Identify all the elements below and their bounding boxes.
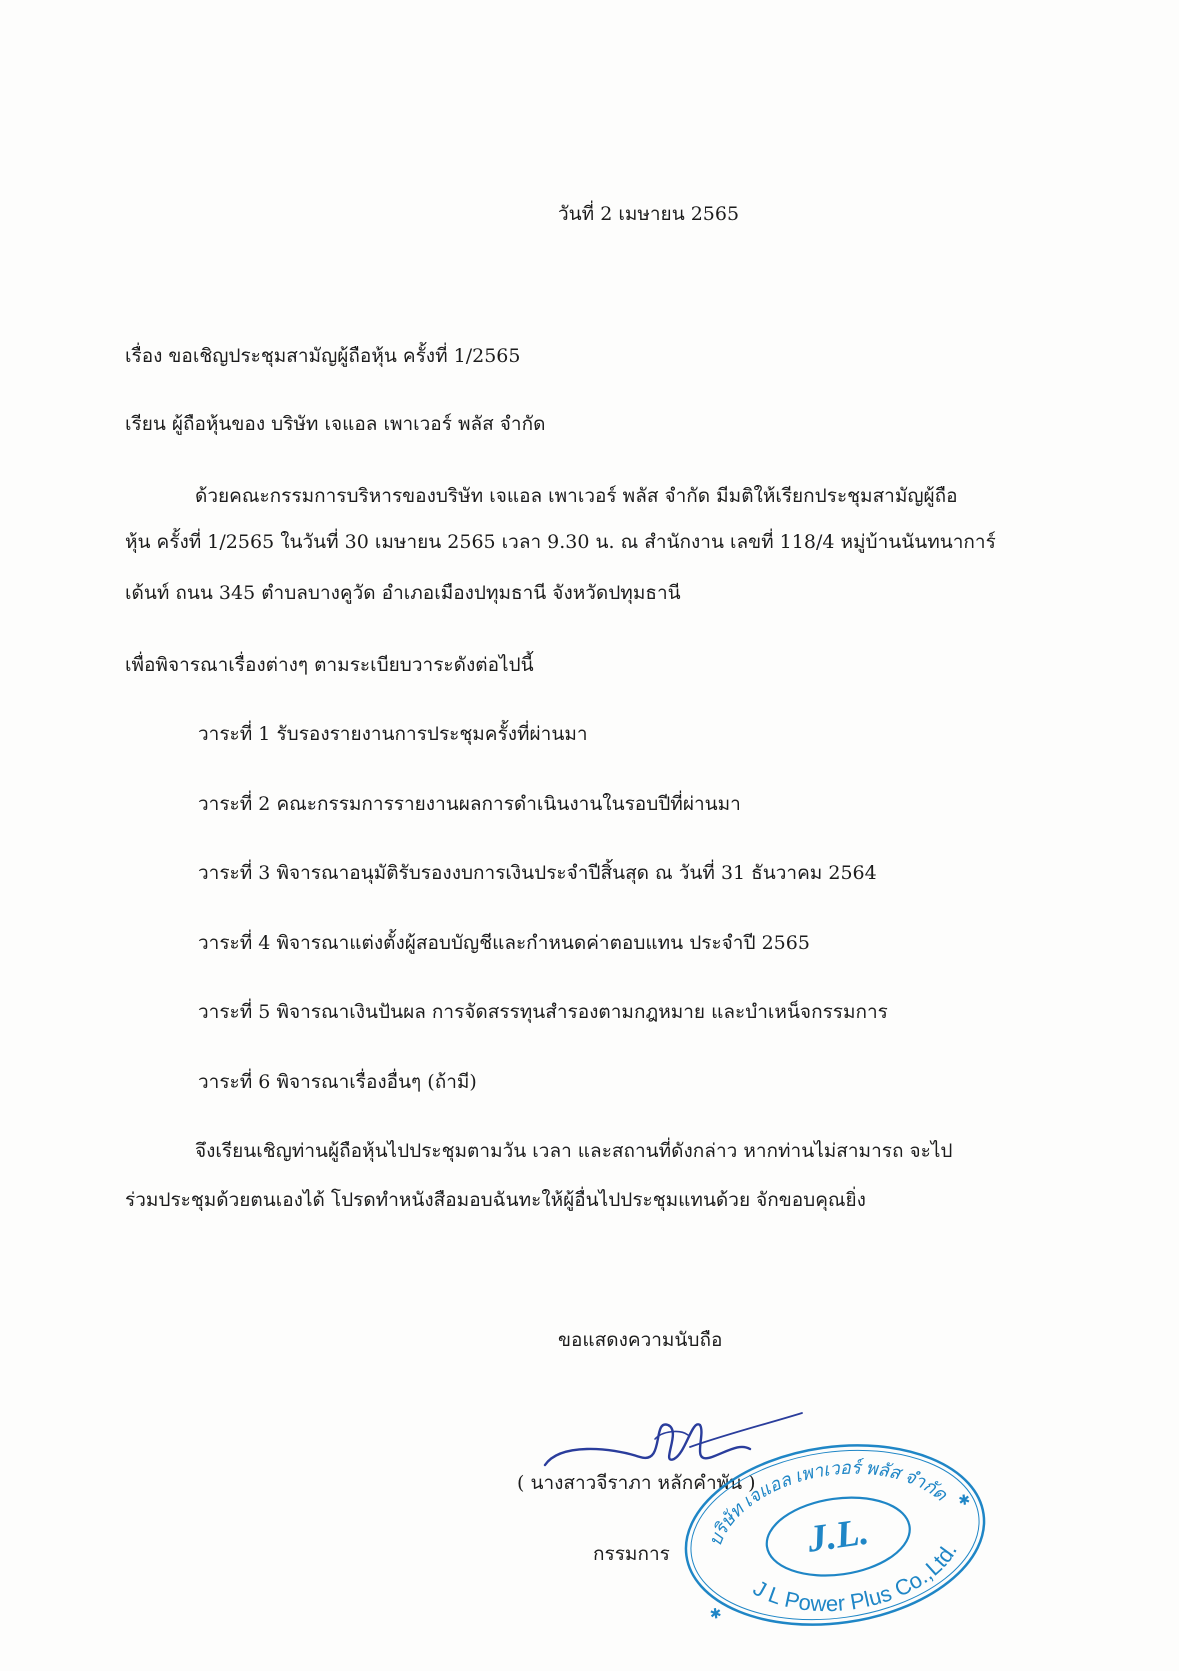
seal-monogram: J.L.	[804, 1510, 872, 1561]
seal-star-icon: ✱	[708, 1605, 723, 1624]
closing-line: จึงเรียนเชิญท่านผู้ถือหุ้นไปประชุมตามวัน เวลา และสถานที่ดังกล่าว หากท่านไม่สามารถ จะไป	[195, 1140, 953, 1162]
regards: ขอแสดงความนับถือ	[558, 1329, 723, 1351]
letter-subject: เรื่อง ขอเชิญประชุมสามัญผู้ถือหุ้น ครั้งที่ 1/2565	[125, 345, 521, 367]
agenda-item: วาระที่ 2 คณะกรรมการรายงานผลการดำเนินงานในรอบปีที่ผ่านมา	[198, 793, 741, 815]
seal-thai-name: บริษัท เจแอล เพาเวอร์ พลัส จำกัด	[704, 1457, 951, 1549]
closing-line: ร่วมประชุมด้วยตนเองได้ โปรดทำหนังสือมอบฉันทะให้ผู้อื่นไปประชุมแทนด้วย จักขอบคุณยิ่ง	[125, 1189, 866, 1211]
intro-line: หุ้น ครั้งที่ 1/2565 ในวันที่ 30 เมษายน 2565 เวลา 9.30 น. ณ สำนักงาน เลขที่ 118/4 หมู่บ้านนันทนาการ์	[125, 531, 996, 553]
agenda-item: วาระที่ 3 พิจารณาอนุมัติรับรองงบการเงินประจำปีสิ้นสุด ณ วันที่ 31 ธันวาคม 2564	[198, 862, 877, 884]
letter-recipient: เรียน ผู้ถือหุ้นของ บริษัท เจแอล เพาเวอร์ พลัส จำกัด	[125, 413, 546, 435]
agenda-intro: เพื่อพิจารณาเรื่องต่างๆ ตามระเบียบวาระดังต่อไปนี้	[125, 654, 534, 676]
agenda-item: วาระที่ 1 รับรองรายงานการประชุมครั้งที่ผ่านมา	[198, 723, 588, 745]
seal-english-name: J L Power Plus Co.,Ltd.	[749, 1539, 962, 1617]
agenda-item: วาระที่ 5 พิจารณาเงินปันผล การจัดสรรทุนสำรองตามกฎหมาย และบำเหน็จกรรมการ	[198, 1001, 888, 1023]
company-seal	[670, 1435, 1000, 1635]
intro-line: ด้วยคณะกรรมการบริหารของบริษัท เจแอล เพาเวอร์ พลัส จำกัด มีมติให้เรียกประชุมสามัญผู้ถือ	[195, 485, 958, 507]
agenda-item: วาระที่ 6 พิจารณาเรื่องอื่นๆ (ถ้ามี)	[198, 1071, 477, 1093]
agenda-item: วาระที่ 4 พิจารณาแต่งตั้งผู้สอบบัญชีและกำหนดค่าตอบแทน ประจำปี 2565	[198, 932, 810, 954]
intro-line: เด้นท์ ถนน 345 ตำบลบางคูวัด อำเภอเมืองปทุมธานี จังหวัดปทุมธานี	[125, 582, 681, 604]
seal-star-icon: ✱	[957, 1491, 972, 1510]
letter-date: วันที่ 2 เมษายน 2565	[558, 203, 740, 225]
signer-position: กรรมการ	[593, 1543, 670, 1565]
signer-name: ( นางสาวจีราภา หลักคำพัน )	[517, 1472, 756, 1494]
